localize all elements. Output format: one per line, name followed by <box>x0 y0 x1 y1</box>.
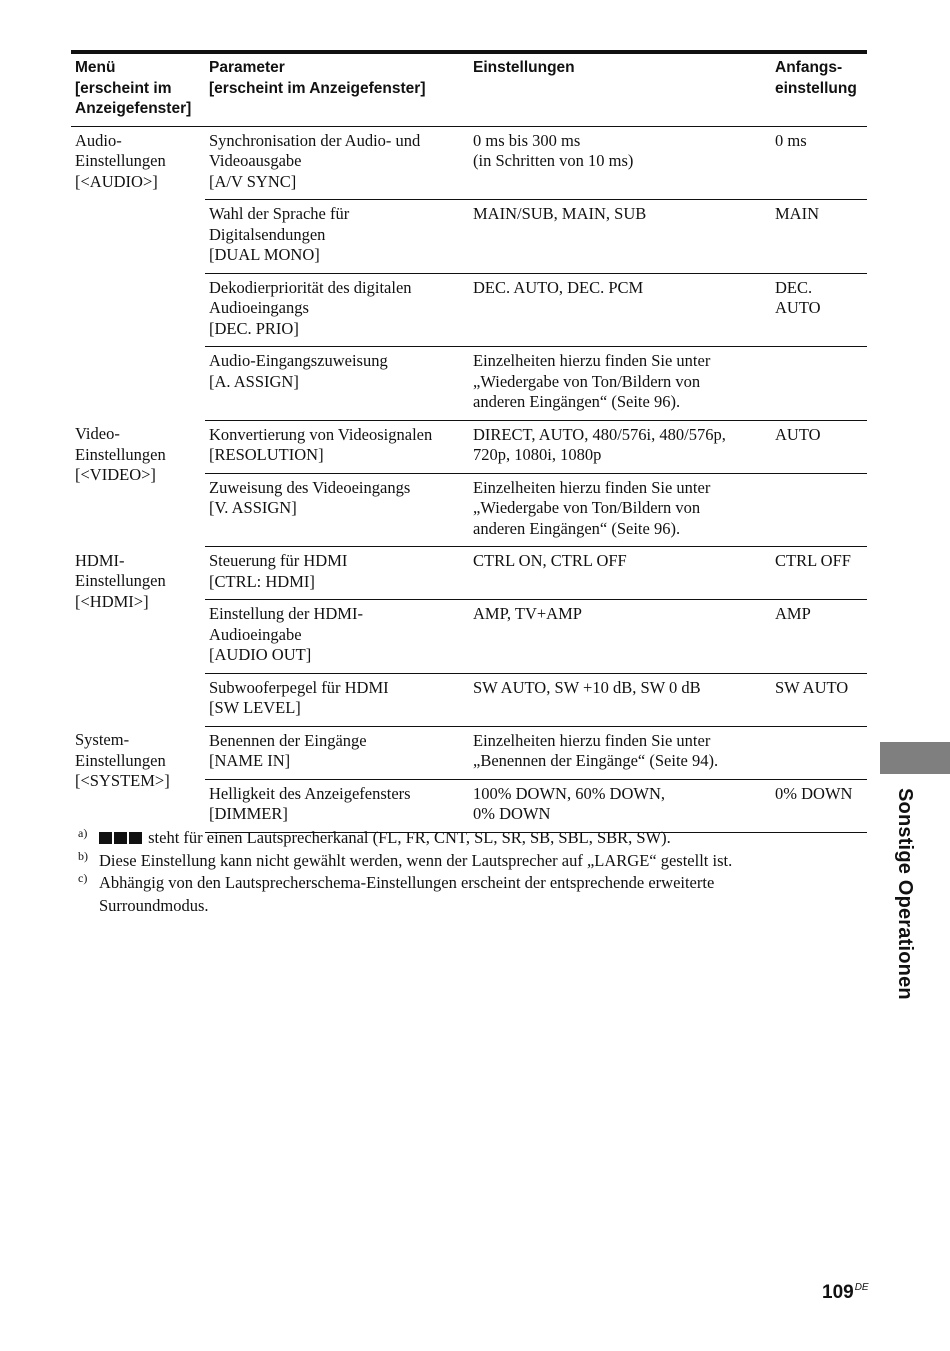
footnotes <box>78 827 818 917</box>
settings-table <box>71 54 867 833</box>
settings-cell-line: 100% DOWN, 60% DOWN, <box>473 783 666 803</box>
default-cell <box>771 547 867 600</box>
default-cell <box>771 126 867 200</box>
parameter-cell <box>205 779 469 832</box>
default-cell <box>771 200 867 274</box>
parameter-cell-line: [V. ASSIGN] <box>209 498 297 517</box>
parameter-cell-line: Digitalsendungen <box>209 224 326 244</box>
parameter-cell <box>205 726 469 779</box>
footnote-text: Diese Einstellung kann nicht gewählt werden, wenn der Lautsprecher auf „LARGE“ gestellt ist. <box>99 850 733 870</box>
footnote <box>78 850 818 873</box>
parameter-cell <box>205 673 469 726</box>
parameter-cell <box>205 420 469 473</box>
footnote-text: steht für einen Lautsprecherkanal (FL, FR, CNT, SL, SR, SB, SBL, SBR, SW). <box>148 828 671 847</box>
parameter-cell-line: [RESOLUTION] <box>209 445 324 464</box>
table-row <box>71 547 867 600</box>
menu-cell-line: [<SYSTEM>] <box>75 771 170 790</box>
settings-cell-line: „Wiedergabe von Ton/Bildern von <box>473 371 701 391</box>
parameter-cell <box>205 200 469 274</box>
parameter-cell-line: [AUDIO OUT] <box>209 645 312 664</box>
header-parameter-line: Parameter <box>209 59 285 76</box>
parameter-cell-line: [NAME IN] <box>209 751 291 770</box>
menu-cell <box>71 420 205 547</box>
settings-cell <box>469 420 771 473</box>
parameter-cell-line: Subwooferpegel für HDMI <box>209 677 389 697</box>
parameter-cell-line: Helligkeit des Anzeigefensters <box>209 783 411 803</box>
table-header-row <box>71 54 867 126</box>
parameter-cell-line: [SW LEVEL] <box>209 698 301 717</box>
default-cell-line: AUTO <box>775 298 821 317</box>
footnote-text: Abhängig von den Lautsprecherschema-Einstellungen erscheint der entsprechende erweiterte <box>99 873 715 892</box>
parameter-cell-line: [DUAL MONO] <box>209 245 320 264</box>
header-settings <box>469 54 771 126</box>
page-number <box>822 1282 869 1304</box>
default-cell <box>771 779 867 832</box>
header-settings-line: Einstellungen <box>473 59 575 76</box>
channel-square-icon <box>99 832 112 844</box>
default-cell-line: SW AUTO <box>775 677 849 697</box>
menu-cell-line: [<HDMI>] <box>75 591 149 611</box>
parameter-cell <box>205 273 469 347</box>
default-cell <box>771 600 867 674</box>
settings-cell <box>469 126 771 200</box>
menu-cell-line: Einstellungen <box>75 750 166 770</box>
parameter-cell-line: Audioeingabe <box>209 624 302 644</box>
settings-cell <box>469 347 771 421</box>
table-row <box>71 726 867 779</box>
page-number-value: 109 <box>822 1282 854 1303</box>
settings-cell-line: „Wiedergabe von Ton/Bildern von <box>473 498 701 517</box>
settings-cell <box>469 673 771 726</box>
header-default <box>771 54 867 126</box>
menu-cell <box>71 547 205 727</box>
header-menu-line: Menü <box>75 59 116 76</box>
menu-cell <box>71 726 205 832</box>
channel-square-icon <box>129 832 142 844</box>
menu-cell-line: System- <box>75 730 130 749</box>
footnote-mark: a) <box>78 826 88 840</box>
parameter-cell-line: [A. ASSIGN] <box>209 371 299 391</box>
default-cell <box>771 420 867 473</box>
default-cell <box>771 726 867 779</box>
settings-cell-line: DEC. AUTO, DEC. PCM <box>473 277 644 297</box>
table-row <box>71 420 867 473</box>
footnote-mark: b) <box>78 848 88 863</box>
footnote <box>78 872 818 917</box>
parameter-cell-line: Benennen der Eingänge <box>209 730 367 750</box>
menu-cell-line: [<VIDEO>] <box>75 465 156 484</box>
settings-cell <box>469 600 771 674</box>
settings-cell-line: AMP, TV+AMP <box>473 604 582 623</box>
header-menu-line: [erscheint im <box>75 79 172 97</box>
settings-cell <box>469 473 771 547</box>
menu-cell-line: [<AUDIO>] <box>75 171 158 191</box>
menu-cell-line: Einstellungen <box>75 444 166 464</box>
parameter-cell <box>205 547 469 600</box>
header-parameter <box>205 54 469 126</box>
settings-cell-line: CTRL ON, CTRL OFF <box>473 551 627 570</box>
default-cell <box>771 347 867 421</box>
settings-cell <box>469 726 771 779</box>
parameter-cell-line: Wahl der Sprache für <box>209 204 350 223</box>
channel-square-icon <box>114 832 127 844</box>
parameter-cell-line: [CTRL: HDMI] <box>209 571 315 591</box>
parameter-cell <box>205 600 469 674</box>
settings-cell <box>469 273 771 347</box>
parameter-cell-line: [DEC. PRIO] <box>209 318 299 338</box>
settings-cell <box>469 779 771 832</box>
footnote <box>78 827 818 850</box>
default-cell-line: CTRL OFF <box>775 551 851 570</box>
parameter-cell <box>205 347 469 421</box>
default-cell <box>771 273 867 347</box>
menu-cell-line: Einstellungen <box>75 571 166 590</box>
settings-cell-line: „Benennen der Eingänge“ (Seite 94). <box>473 751 719 770</box>
default-cell-line: 0% DOWN <box>775 783 853 803</box>
footnote-text: Surroundmodus. <box>99 895 209 915</box>
settings-cell-line: 0% DOWN <box>473 804 551 823</box>
settings-cell-line: 720p, 1080i, 1080p <box>473 445 602 464</box>
header-menu-line: Anzeigefenster] <box>75 100 192 117</box>
parameter-cell-line: Konvertierung von Videosignalen <box>209 424 433 444</box>
settings-cell-line: anderen Eingängen“ (Seite 96). <box>473 392 681 411</box>
parameter-cell-line: Steuerung für HDMI <box>209 551 348 570</box>
parameter-cell-line: Zuweisung des Videoeingangs <box>209 477 411 497</box>
header-default-line: Anfangs- <box>775 59 843 76</box>
parameter-cell <box>205 473 469 547</box>
default-cell-line: DEC. <box>775 277 813 297</box>
settings-cell-line: DIRECT, AUTO, 480/576i, 480/576p, <box>473 424 726 444</box>
menu-cell-line: HDMI- <box>75 550 125 570</box>
parameter-cell-line: Synchronisation der Audio- und <box>209 130 421 150</box>
parameter-cell-line: Audio-Eingangszuweisung <box>209 351 388 370</box>
settings-cell-line: MAIN/SUB, MAIN, SUB <box>473 204 647 223</box>
header-menu <box>71 54 205 126</box>
default-cell-line: AUTO <box>775 424 821 444</box>
menu-cell-line: Audio- <box>75 130 122 150</box>
settings-cell-line: Einzelheiten hierzu finden Sie unter <box>473 730 711 750</box>
settings-cell <box>469 547 771 600</box>
section-tab-marker <box>880 742 950 774</box>
parameter-cell-line: [A/V SYNC] <box>209 171 297 191</box>
settings-cell <box>469 200 771 274</box>
footnote-mark: c) <box>78 871 88 885</box>
parameter-cell-line: Videoausgabe <box>209 151 302 170</box>
parameter-cell-line: Audioeingangs <box>209 298 309 317</box>
default-cell <box>771 473 867 547</box>
menu-cell-line: Einstellungen <box>75 151 166 170</box>
parameter-cell-line: Dekodierpriorität des digitalen <box>209 277 412 297</box>
settings-cell-line: Einzelheiten hierzu finden Sie unter <box>473 477 711 497</box>
page-number-suffix: DE <box>854 1282 869 1293</box>
parameter-cell-line: [DIMMER] <box>209 804 288 823</box>
parameter-cell-line: Einstellung der HDMI- <box>209 604 363 623</box>
section-side-title: Sonstige Operationen <box>894 788 916 1000</box>
settings-cell-line: SW AUTO, SW +10 dB, SW 0 dB <box>473 677 701 697</box>
settings-cell-line: 0 ms bis 300 ms <box>473 130 581 150</box>
default-cell-line: MAIN <box>775 204 819 223</box>
default-cell-line: AMP <box>775 604 811 623</box>
header-default-line: einstellung <box>775 79 857 97</box>
parameter-cell <box>205 126 469 200</box>
menu-cell-line: Video- <box>75 424 120 443</box>
settings-cell-line: (in Schritten von 10 ms) <box>473 151 634 170</box>
menu-cell <box>71 126 205 420</box>
settings-cell-line: Einzelheiten hierzu finden Sie unter <box>473 351 711 370</box>
header-parameter-line: [erscheint im Anzeigefenster] <box>209 79 426 97</box>
table-row <box>71 126 867 200</box>
settings-cell-line: anderen Eingängen“ (Seite 96). <box>473 518 681 538</box>
default-cell <box>771 673 867 726</box>
default-cell-line: 0 ms <box>775 130 807 150</box>
